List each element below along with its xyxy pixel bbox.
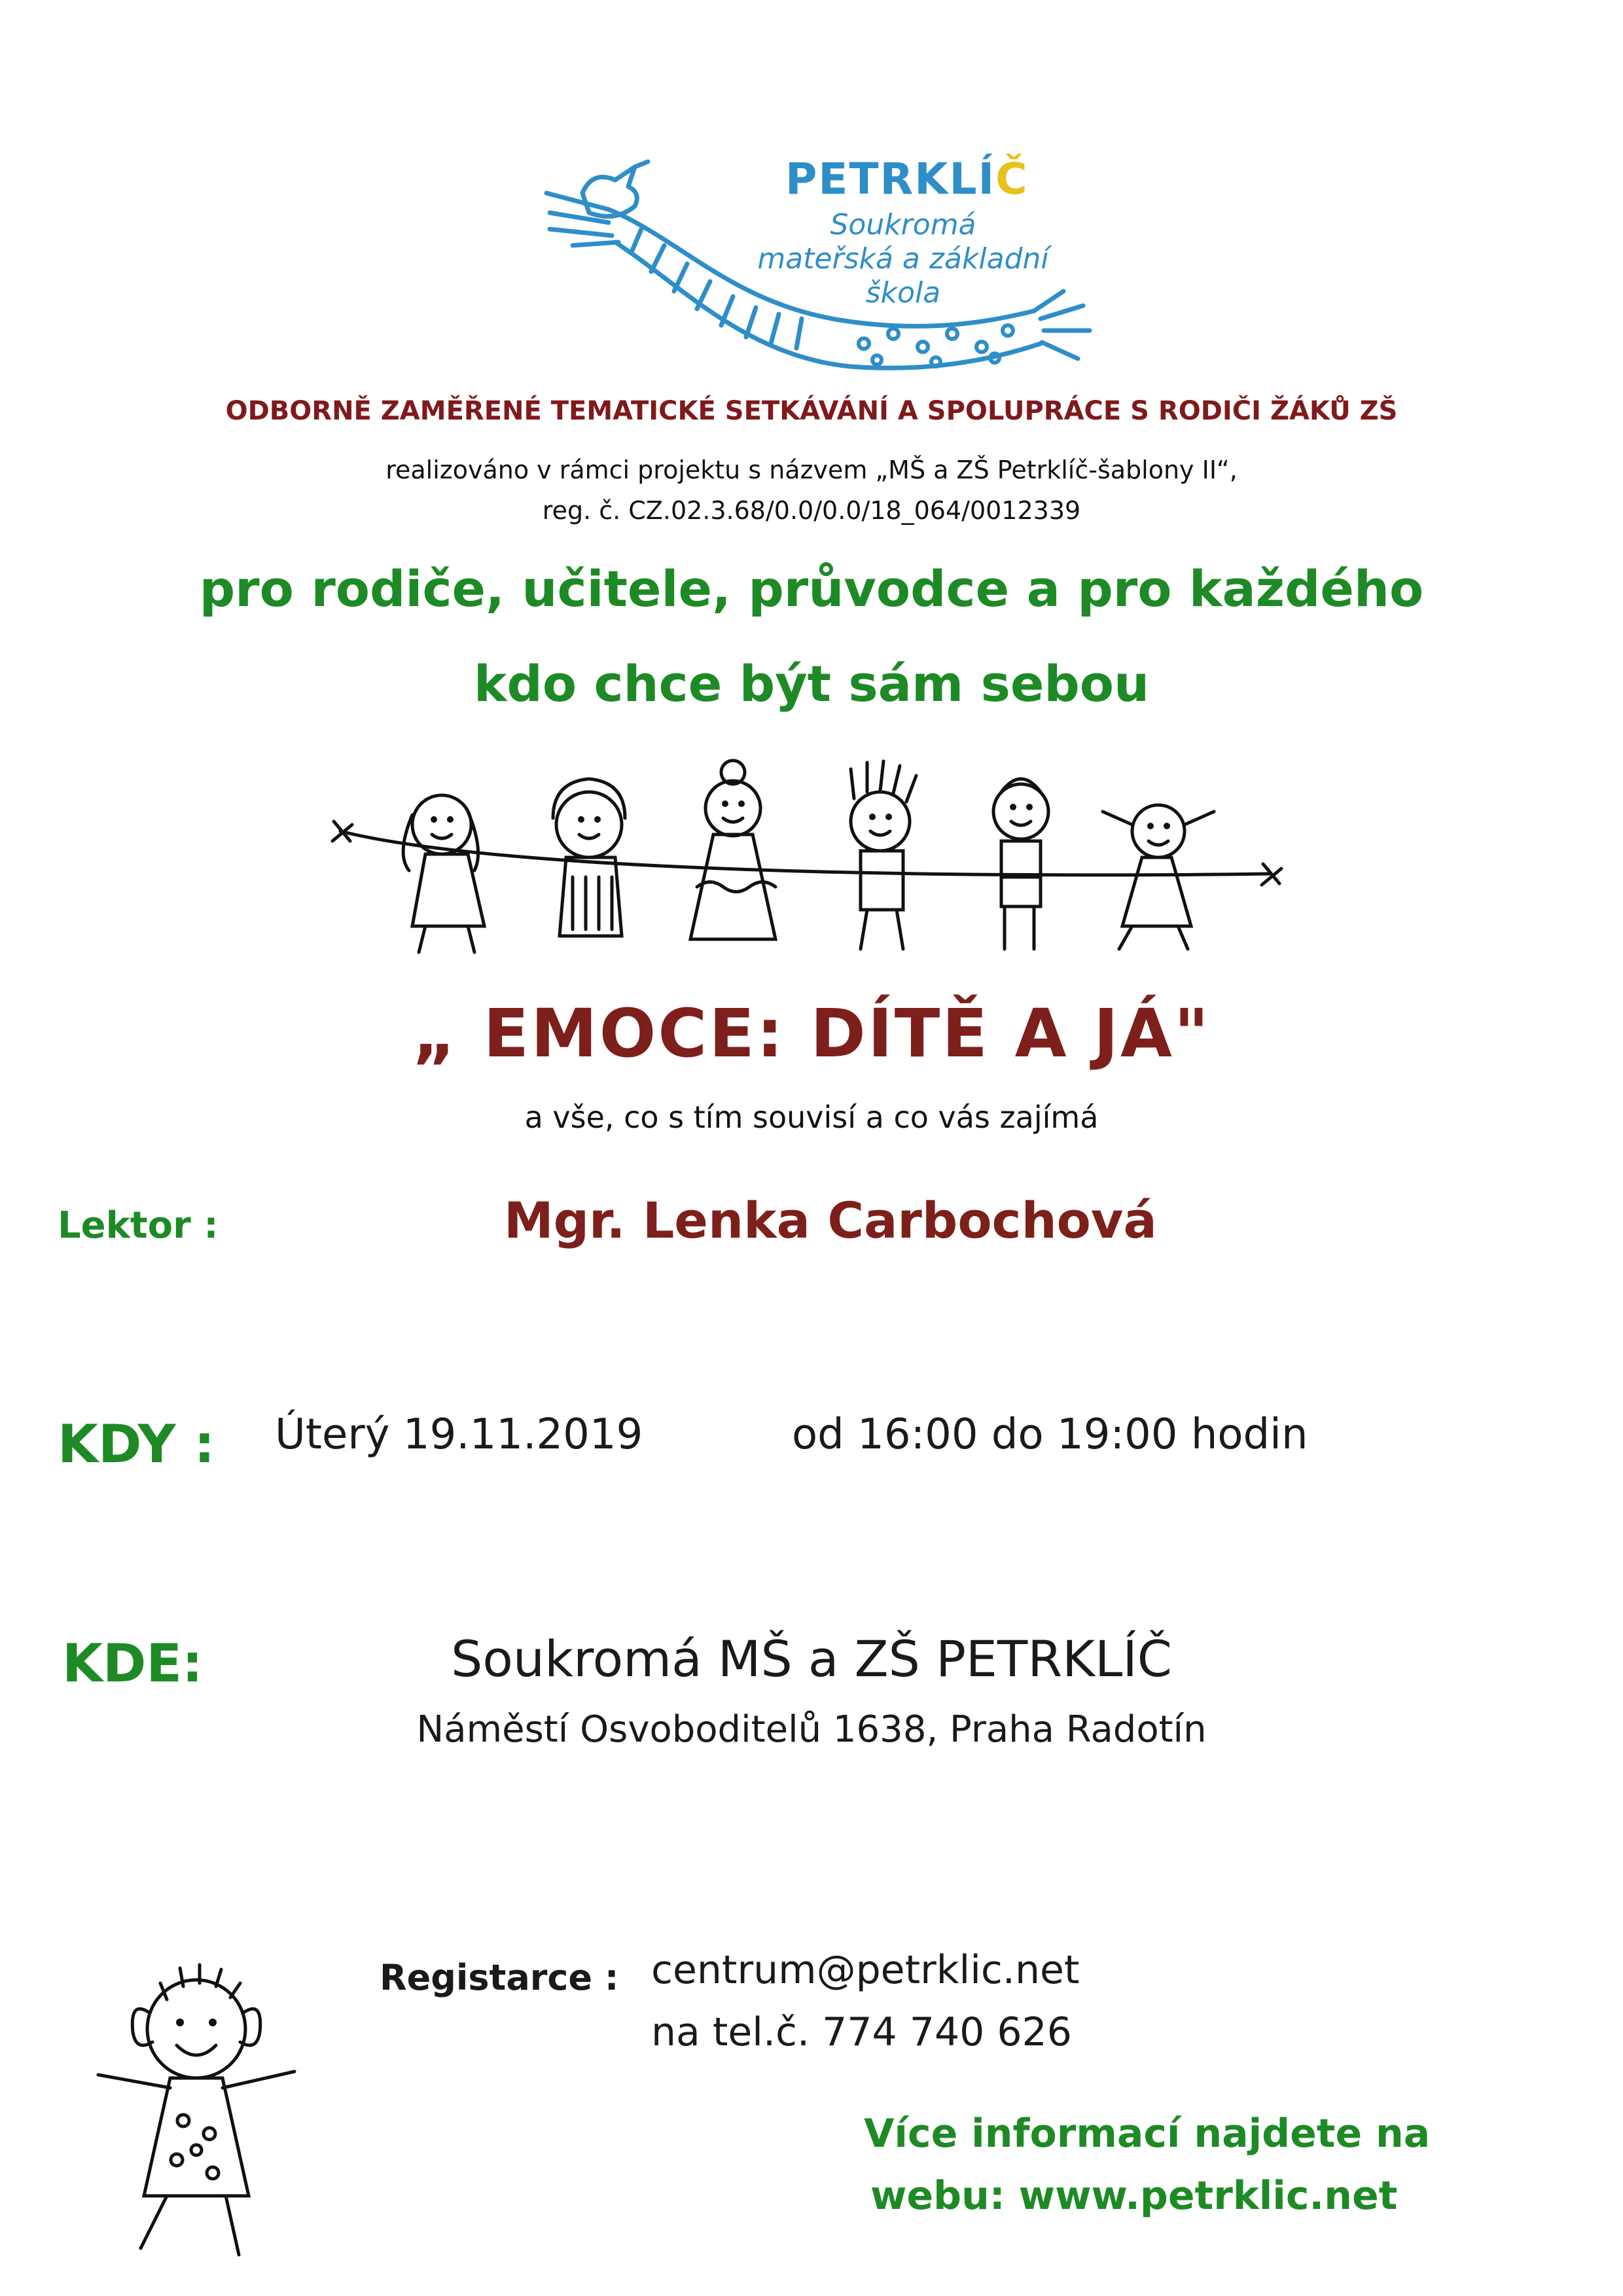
logo-school-line-2: mateřská a základní bbox=[757, 242, 1049, 276]
girl-drawing-illustration bbox=[79, 1957, 314, 2271]
more-info-line-1: Více informací najdete na bbox=[864, 2111, 1431, 2157]
more-info-website[interactable]: webu: www.petrklic.net bbox=[870, 2173, 1398, 2219]
event-title: „ EMOCE: DÍTĚ A JÁ" bbox=[412, 995, 1211, 1073]
logo-school-line-1: Soukromá bbox=[830, 208, 976, 242]
logo-brand bbox=[785, 154, 1029, 204]
registration-label: Registarce : bbox=[380, 1957, 619, 1998]
lecturer-name: Mgr. Lenka Carbochová bbox=[504, 1191, 1157, 1249]
registration-email[interactable]: centrum@petrklic.net bbox=[651, 1947, 1080, 1993]
headline: ODBORNĚ ZAMĚŘENÉ TEMATICKÉ SETKÁVÁNÍ A SPOLUPRÁCE S RODIČI ŽÁKŮ ZŠ bbox=[225, 396, 1398, 426]
logo-school-line-3: škola bbox=[865, 276, 941, 310]
logo-brand-last-letter: Č bbox=[995, 154, 1029, 204]
event-tagline: a vše, co s tím souvisí a co vás zajímá bbox=[524, 1100, 1099, 1135]
audience-line-1: pro rodiče, učitele, průvodce a pro každého bbox=[199, 560, 1424, 618]
children-holding-rope-illustration bbox=[327, 746, 1283, 969]
logo-brand-main: PETRKLÍ bbox=[785, 154, 996, 204]
event-date: Úterý 19.11.2019 bbox=[275, 1410, 643, 1459]
logo-school-name bbox=[720, 208, 1086, 310]
venue-name: Soukromá MŠ a ZŠ PETRKLÍČ bbox=[451, 1630, 1172, 1688]
registration-phone: na tel.č. 774 740 626 bbox=[651, 2009, 1072, 2055]
lecturer-label: Lektor : bbox=[58, 1204, 219, 1247]
registration-number: reg. č. CZ.02.3.68/0.0/0.0/18_064/0012339 bbox=[542, 496, 1081, 525]
audience-line-2: kdo chce být sám sebou bbox=[473, 655, 1150, 713]
when-label: KDY : bbox=[58, 1414, 215, 1475]
venue-address: Náměstí Osvoboditelů 1638, Praha Radotín bbox=[416, 1708, 1207, 1751]
project-line: realizováno v rámci projektu s názvem „MŠ a ZŠ Petrklíč-šablony II“, bbox=[385, 456, 1238, 484]
where-label: KDE: bbox=[62, 1633, 204, 1694]
event-time: od 16:00 do 19:00 hodin bbox=[792, 1410, 1308, 1459]
